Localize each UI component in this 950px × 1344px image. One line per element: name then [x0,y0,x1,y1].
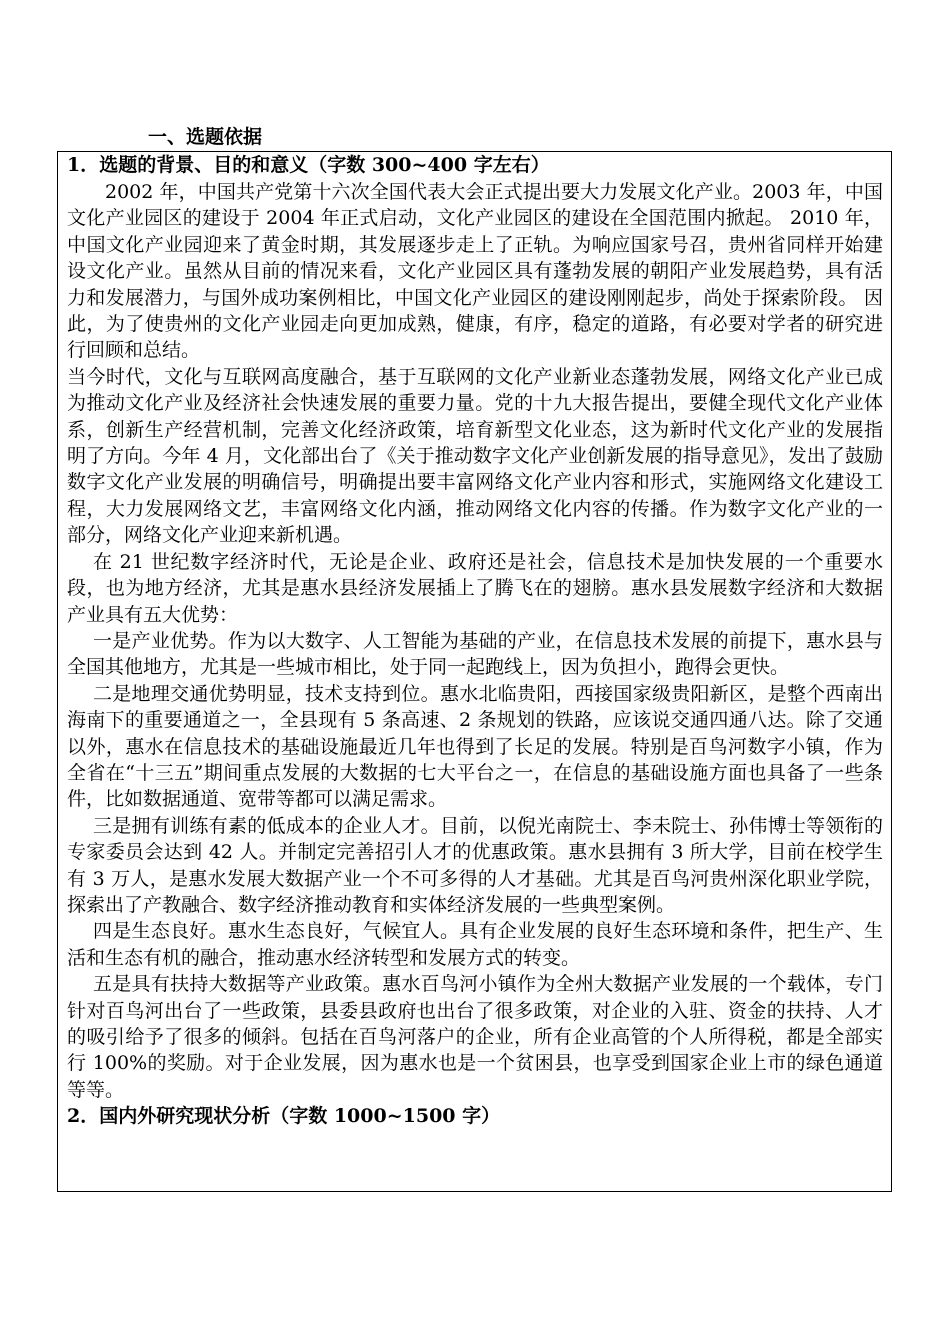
item2-heading: 2．国内外研究现状分析（字数 1000~1500 字） [67,1105,501,1128]
paragraph-advantage-5: 五是具有扶持大数据等产业政策。惠水百鸟河小镇作为全州大数据产业发展的一个载体，专门针对百鸟河出台了一些政策，县委县政府也出台了很多政策，对企业的入驻、资金的扶持、人才的吸引给予了很多的倾斜。包括在百鸟河落户的企业，所有企业高管的个人所得税，都是全部实行 100%的奖励。对于企业发展，因为惠水也是一个贫困县，也享受到国家企业上市的绿色通道等等。 [67,973,883,1101]
content-table-cell [57,151,892,1192]
paragraph-advantage-3: 三是拥有训练有素的低成本的企业人才。目前，以倪光南院士、李未院士、孙伟博士等领衔的专家委员会达到 42 人。并制定完善招引人才的优惠政策。惠水县拥有 3 所大学，目前在校学生有 3 万人，是惠水发展大数据产业一个不可多得的人才基础。尤其是百鸟河贵州深化职业学院，探索出了产教融合、数字经济推动教育和实体经济发展的一些典型案例。 [67,814,883,916]
paragraph-advantage-4: 四是生态良好。惠水生态良好，气候宜人。具有企业发展的良好生态环境和条件，把生产、生活和生态有机的融合，推动惠水经济转型和发展方式的转变。 [67,920,883,969]
paragraph-advantage-2: 二是地理交通优势明显，技术支持到位。惠水北临贵阳，西接国家级贵阳新区，是整个西南出海南下的重要通道之一，全县现有 5 条高速、2 条规划的铁路，应该说交通四通八达。除了交通以外，惠水在信息技术的基础设施最近几年也得到了长足的发展。特别是百鸟河数字小镇，作为全省在“十三五”期间重点发展的大数据的七大平台之一，在信息的基础设施方面也具备了一些条件，比如数据通道、宽带等都可以满足需求。 [67,682,883,811]
section-title: 一、选题依据 [148,126,263,148]
paragraph-internet-culture: 当今时代，文化与互联网高度融合，基于互联网的文化产业新业态蓬勃发展，网络文化产业已成为推动文化产业及经济社会快速发展的重要力量。党的十九大报告提出，要健全现代文化产业体系，创新生产经营机制，完善文化经济政策，培育新型文化业态，这为新时代文化产业的发展指明了方向。今年 4 月，文化部出台了《关于推动数字文化产业创新发展的指导意见》，发出了鼓励数字文化产业发展的明确信号，明确提出要丰富网络文化产业内容和形式，实施网络文化建设工程，大力发展网络文艺，丰富网络文化内涵，推动网络文化内容的传播。作为数字文化产业的一部分，网络文化产业迎来新机遇。 [67,365,883,547]
paragraph-advantage-1: 一是产业优势。作为以大数字、人工智能为基础的产业，在信息技术发展的前提下，惠水县与全国其他地方，尤其是一些城市相比，处于同一起跑线上，因为负担小，跑得会更快。 [67,629,883,679]
paragraph-digital-economy: 在 21 世纪数字经济时代，无论是企业、政府还是社会，信息技术是加快发展的一个重要水段，也为地方经济，尤其是惠水县经济发展插上了腾飞在的翅膀。惠水县发展数字经济和大数据产业具有五大优势： [67,550,883,626]
item1-heading: 1．选题的背景、目的和意义（字数 300~400 字左右） [67,154,550,176]
paragraph-background: 2002 年，中国共产党第十六次全国代表大会正式提出要大力发展文化产业。2003 年，中国文化产业园区的建设于 2004 年正式启动，文化产业园区的建设在全国范围内掀起。 2010 年，中国文化产业园迎来了黄金时期，其发展逐步走上了正轨。为响应国家号召，贵州省同样开始建设文化产业。虽然从目前的情况来看，文化产业园区具有蓬勃发展的朝阳产业发展趋势，具有活力和发展潜力，与国外成功案例相比，中国文化产业园区的建设刚刚起步，尚处于探索阶段。 因此，为了使贵州的文化产业园走向更加成熟，健康，有序，稳定的道路，有必要对学者的研究进行回顾和总结。 [67,181,883,362]
